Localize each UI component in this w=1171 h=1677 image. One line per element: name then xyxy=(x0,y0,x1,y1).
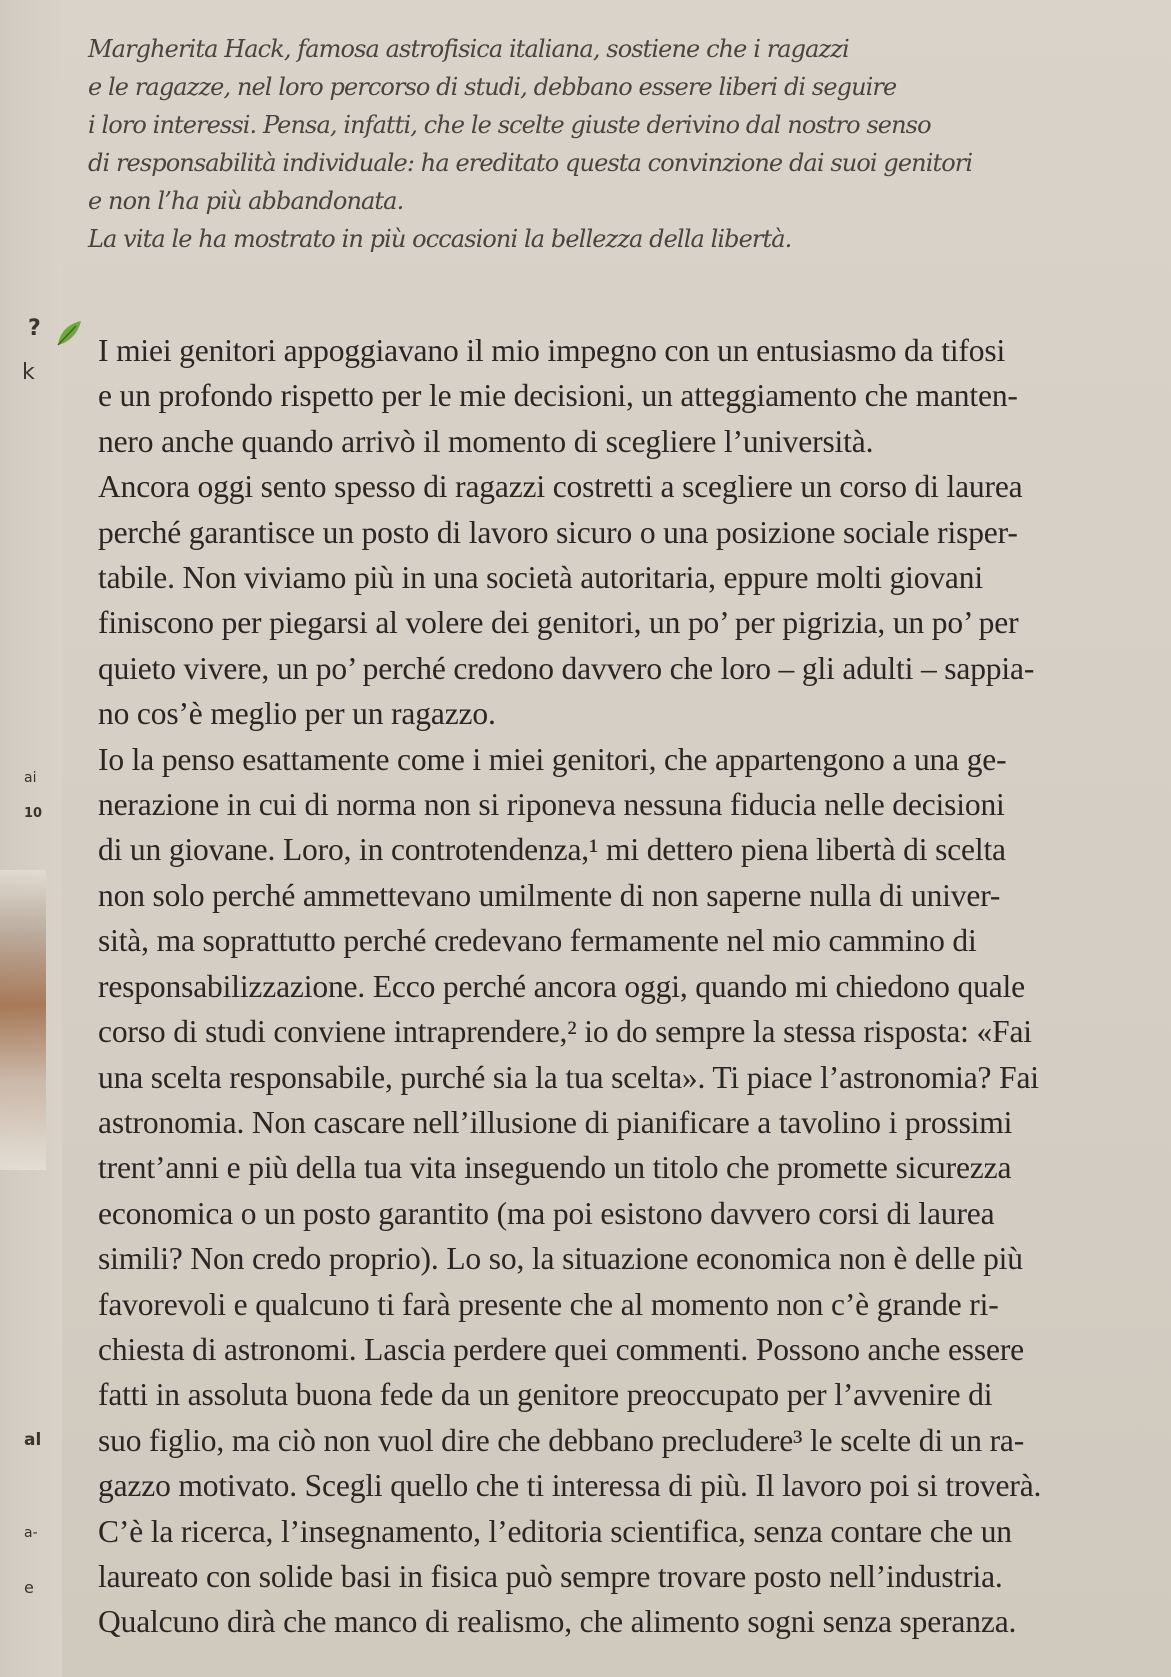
text-line: trent’anni e più della tua vita inseguendo un titolo che promette sicurezza xyxy=(98,1150,1012,1186)
text-line: Ancora oggi sento spesso di ragazzi costretti a scegliere un corso di laurea xyxy=(98,469,1023,505)
text-line: non solo perché ammettevano umilmente di non saperne nulla di univer- xyxy=(98,877,1001,913)
margin-fragment: 10 xyxy=(24,806,43,821)
text-line: finiscono per piegarsi al volere dei genitori, un po’ per pigrizia, un po’ per xyxy=(98,605,1019,641)
text-line: nero anche quando arrivò il momento di scegliere l’università. xyxy=(98,423,874,459)
margin-fragment: a- xyxy=(24,1525,38,1541)
text-line: no cos’è meglio per un ragazzo. xyxy=(98,696,496,732)
text-line: nerazione in cui di norma non si riponeva nessuna fiducia nelle decisioni xyxy=(98,787,1005,823)
text-line: laureato con solide basi in fisica può sempre trovare posto nell’industria. xyxy=(98,1558,1003,1594)
text-line: quieto vivere, un po’ perché credono davvero che loro – gli adulti – sappia- xyxy=(98,650,1035,686)
text-line: simili? Non credo proprio). Lo so, la situazione economica non è delle più xyxy=(98,1241,1023,1277)
text-line: fatti in assoluta buona fede da un genitore preoccupato per l’avvenire di xyxy=(98,1377,993,1413)
intro-line: La vita le ha mostrato in più occasioni la bellezza della libertà. xyxy=(88,225,792,253)
text-line: suo figlio, ma ciò non vuol dire che debbano precludere³ le scelte di un ra- xyxy=(98,1422,1025,1458)
margin-fragment: k xyxy=(22,360,35,385)
margin-fragment: al xyxy=(24,1430,42,1450)
margin-fragment: ai xyxy=(24,770,37,786)
text-line: una scelta responsabile, purché sia la tua scelta». Ti piace l’astronomia? Fai xyxy=(98,1059,1039,1095)
intro-line: di responsabilità individuale: ha ereditato questa convinzione dai suoi genitori xyxy=(88,149,973,177)
margin-photo xyxy=(0,870,46,1170)
margin-fragment: ? xyxy=(28,316,41,341)
text-line: Qualcuno dirà che manco di realismo, che alimento sogni senza speranza. xyxy=(98,1604,1017,1640)
text-line: favorevoli e qualcuno ti farà presente che al momento non c’è grande ri- xyxy=(98,1286,999,1322)
text-line: responsabilizzazione. Ecco perché ancora oggi, quando mi chiedono quale xyxy=(98,968,1025,1004)
text-line: chiesta di astronomi. Lascia perdere quei commenti. Possono anche essere xyxy=(98,1331,1025,1367)
text-line: perché garantisce un posto di lavoro sicuro o una posizione sociale risper- xyxy=(98,514,1018,550)
text-line: e un profondo rispetto per le mie decisioni, un atteggiamento che manten- xyxy=(98,378,1018,414)
intro-line: e non l’ha più abbandonata. xyxy=(88,187,404,215)
text-line: economica o un posto garantito (ma poi esistono davvero corsi di laurea xyxy=(98,1195,995,1231)
intro-paragraph xyxy=(88,30,1128,258)
main-text xyxy=(98,328,1158,1645)
intro-line: i loro interessi. Pensa, infatti, che le scelte giuste derivino dal nostro senso xyxy=(88,111,931,139)
margin-fragment: e xyxy=(24,1578,34,1597)
text-line: tabile. Non viviamo più in una società autoritaria, eppure molti giovani xyxy=(98,560,983,596)
text-line: C’è la ricerca, l’insegnamento, l’editoria scientifica, senza contare che un xyxy=(98,1513,1012,1549)
text-line: astronomia. Non cascare nell’illusione di pianificare a tavolino i prossimi xyxy=(98,1104,1013,1140)
text-line: corso di studi conviene intraprendere,² io do sempre la stessa risposta: «Fai xyxy=(98,1014,1032,1050)
left-margin xyxy=(0,0,62,1677)
text-line: I miei genitori appoggiavano il mio impegno con un entusiasmo da tifosi xyxy=(98,333,1006,368)
text-line: di un giovane. Loro, in controtendenza,¹ mi dettero piena libertà di scelta xyxy=(98,832,1006,868)
text-line: sità, ma soprattutto perché credevano fermamente nel mio cammino di xyxy=(98,923,977,959)
text-line: gazzo motivato. Scegli quello che ti interessa di più. Il lavoro poi si troverà. xyxy=(98,1468,1042,1504)
text-line: Io la penso esattamente come i miei genitori, che appartengono a una ge- xyxy=(98,741,1007,777)
intro-line: Margherita Hack, famosa astrofisica italiana, sostiene che i ragazzi xyxy=(88,35,849,63)
leaf-icon xyxy=(54,318,84,348)
intro-line: e le ragazze, nel loro percorso di studi, debbano essere liberi di seguire xyxy=(88,73,897,101)
